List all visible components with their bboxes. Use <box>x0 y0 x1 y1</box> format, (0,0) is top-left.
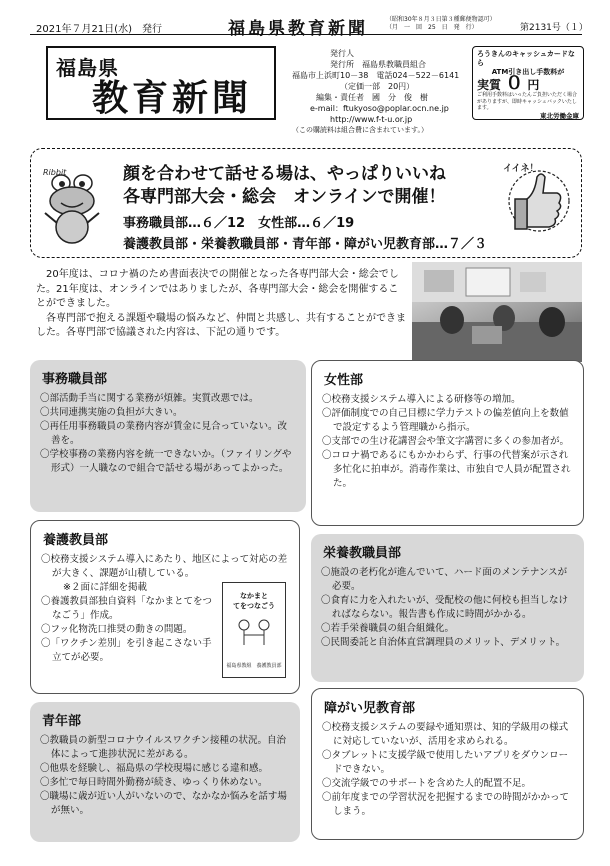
detail-note: ※２面に詳細を掲載 <box>63 582 147 593</box>
bank-ad <box>472 46 584 120</box>
list-item: 〇 民間委託と自治体直営調理員のメリット、デメリット。 <box>321 636 574 650</box>
list-item: 〇 食育に力を入れたいが、受配校の他に何校も担当しなければならない。報告書も作成に時間がかかる。 <box>321 594 574 622</box>
ad-price-unit: 円 <box>527 78 540 92</box>
publisher-line: （定価一部 20円） <box>340 82 415 91</box>
thumbs-up-icon <box>501 157 571 237</box>
list-item: 〇 再任用事務職員の業務内容が賃金に見合っていない。改善を。 <box>40 420 296 448</box>
logo-title: 教育新聞 <box>92 77 253 119</box>
header-rule <box>30 34 582 35</box>
list-item: 〇 施設の老朽化が進んでいて、ハード面のメンテナンスが必要。 <box>321 566 574 594</box>
ad-note: ご利用手数料はいったんご負担いただく場合がありますが、即時キャッシュバックいたします。 <box>477 92 578 111</box>
post-permit-line: （昭和30年８月３日第３種郵便物認可） <box>386 16 496 23</box>
publisher-line: 発行人 <box>330 49 354 58</box>
list-item: 〇 支部での生け花講習会や筆文字講習に多くの参加者が。 <box>322 435 573 449</box>
ad-price <box>477 73 579 94</box>
list-item: 〇 評価制度での自己目標に学力テストの偏差値向上を数値で設定するよう管理職から指示。 <box>322 407 573 435</box>
banner-title: 顔を合わせて話せる場は、やっぱりいいね <box>123 164 446 184</box>
ad-line: ろうきんのキャッシュカードなら <box>477 50 575 67</box>
publisher-email[interactable]: e-mail：ftukyoso@poplar.ocn.ne.jp <box>310 104 449 113</box>
section-title: 障がい児教育部 <box>324 701 416 716</box>
list-item: 〇 若手栄養職員の組合組織化。 <box>321 622 574 636</box>
list-item: 〇 校務支援システムの要録や通知票は、知的学級用の様式に対応していないが、活用を求められる。 <box>322 721 573 749</box>
event-banner <box>30 148 582 258</box>
list-item: 〇 学校事務の業務内容を統一できないか。（ファイリングや形式）一人職なので組合で話せる場があってよかった。 <box>40 448 296 476</box>
ad-price-value: ０ <box>505 73 524 94</box>
banner-subtitle: 各専門部大会・総会 オンラインで開催！ <box>123 187 446 207</box>
list-item: 〇 「ワクチン差別」を引き起こさない手立てが必要。 <box>41 637 289 665</box>
meeting-photo-illustration <box>412 262 582 362</box>
issue-date: 2021年７月21日(水) 発行 <box>36 24 162 35</box>
list-item: 〇 共同連携実施の負担が大きい。 <box>40 406 296 420</box>
list-item: 〇 フッ化物洗口推奨の動きの問題。 <box>41 623 289 637</box>
pamphlet-image <box>222 582 286 678</box>
list-item: 〇 部活動手当に関する業務が煩雑。実質改悪では。 <box>40 392 296 406</box>
issue-number: 第2131号（１） <box>520 23 588 33</box>
intro-paragraph: 各専門部で抱える課題や職場の悩みなど、仲間と共感し、共有することができました。各専門部で協議された内容は、下記の通りです。 <box>36 312 406 338</box>
publisher-url[interactable]: http://www.f-t-u.or.jp <box>330 115 413 124</box>
ad-line: ATM引き出し手数料が <box>491 68 565 76</box>
list-item: 〇 養護教員部独自資料「なかまとてをつなごう」作成。 <box>41 595 289 623</box>
ad-bank-name: 東北労働金庫 <box>540 111 579 120</box>
section-title: 青年部 <box>42 714 82 729</box>
publisher-info <box>292 48 462 136</box>
section-seinen <box>30 702 300 842</box>
list-item: 〇 校務支援システム導入による研修等の増加。 <box>322 393 573 407</box>
list-item: 〇 コロナ禍であるにもかかわらず、行事の代替案が示され多忙化に拍車が。消毒作業は、市独自で人員が配置された。 <box>322 449 573 491</box>
publisher-line: 福島市上浜町10－38 電話024－522－6141 <box>292 71 460 80</box>
publisher-line: （この購読料は組合費に含まれています。） <box>292 126 428 134</box>
pamphlet-title: なかまと てをつなごう <box>233 592 275 610</box>
list-item: 〇 他県を経験し、福島県の学校現場に感じる違和感。 <box>40 762 290 776</box>
banner-schedule-1: 事務職員部…６／12 女性部…６／19 <box>123 216 355 231</box>
section-title: 女性部 <box>324 373 364 388</box>
post-permit-line: （月 一 回 25 日 発 行） <box>386 23 478 31</box>
publisher-line: 編集・責任者 國 分 俊 樹 <box>316 93 428 102</box>
post-permit <box>386 16 496 31</box>
section-josei <box>311 360 584 526</box>
holding-hands-icon <box>234 617 274 651</box>
paper-name: 福島県教育新聞 <box>228 19 368 39</box>
section-title: 事務職員部 <box>42 372 108 387</box>
banner-schedule-2: 養護教員部・栄養教職員部・青年部・障がい児教育部…７／３ <box>123 237 488 252</box>
section-shogai <box>311 688 584 840</box>
meeting-photo <box>412 262 582 362</box>
list-item: 〇 前年度までの学習状況を把握するまでの時間がかかってしまう。 <box>322 791 573 819</box>
logo-prefecture: 福島県 <box>56 56 119 80</box>
frog-speech: Ribbit <box>43 168 67 177</box>
frog-mascot-icon <box>41 167 105 247</box>
section-title: 栄養教職員部 <box>323 546 402 561</box>
intro-paragraph: 20年度は、コロナ禍のため書面表決での開催となった各専門部大会・総会でした。21年度は、オンラインではありましたが、各専門部大会・総会を開催することができました。 <box>36 269 399 309</box>
section-title: 養護教員部 <box>43 533 109 548</box>
intro-text <box>36 268 406 341</box>
list-item: 〇 交流学級でのサポートを含めた人的配置不足。 <box>322 777 573 791</box>
list-item: 〇 多忙で毎日時間外勤務が続き、ゆっくり休めない。 <box>40 776 290 790</box>
list-item: 〇 教職員の新型コロナウイルスワクチン接種の状況。自治体によって進捗状況に差がある。 <box>40 734 290 762</box>
publisher-line: 発行所 福島県教職員組合 <box>330 60 426 69</box>
thumb-speech: イイネ！ <box>503 164 539 174</box>
list-item: 〇 職場に歳が近い人がいないので、なかなか悩みを話す場が無い。 <box>40 790 290 818</box>
list-item: 〇 校務支援システム導入にあたり、地区によって対応の差が大きく、課題が山積している。 <box>41 553 289 581</box>
list-item: 〇 タブレットに支援学級で使用したいアプリをダウンロードできない。 <box>322 749 573 777</box>
section-eiyo <box>311 534 584 682</box>
section-jimu <box>30 360 306 512</box>
ad-price-prefix: 実質 <box>477 78 502 92</box>
pamphlet-org: 福島県教組 養護教員部 <box>226 663 282 669</box>
newspaper-logo <box>46 46 276 120</box>
